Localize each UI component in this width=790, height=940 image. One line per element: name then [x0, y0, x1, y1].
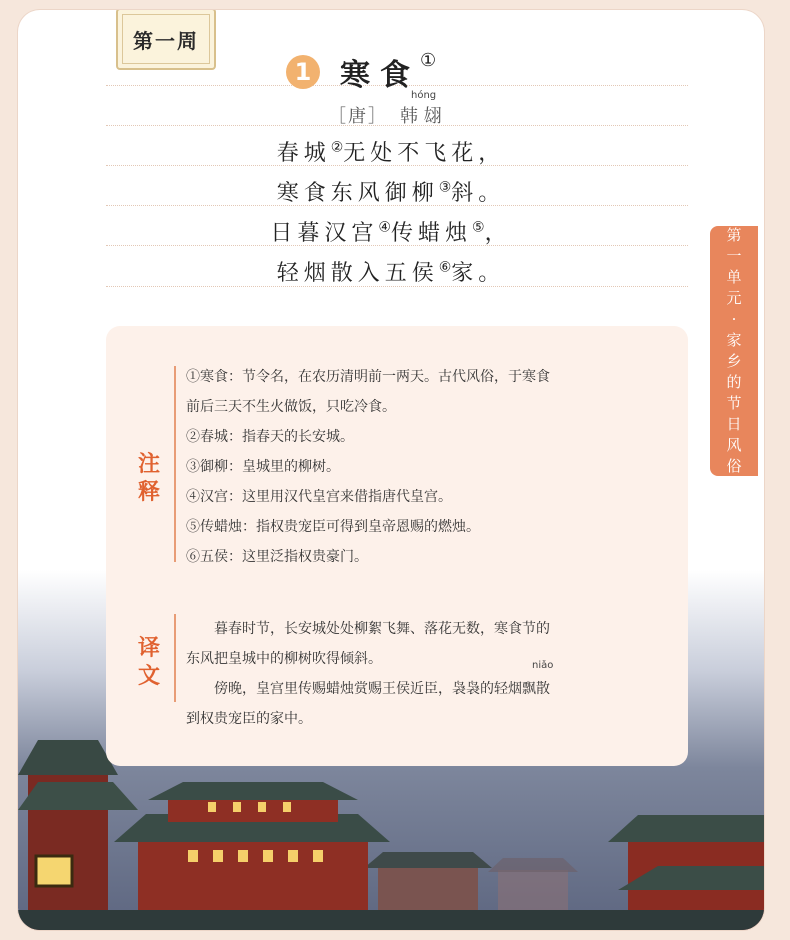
notes-list — [186, 362, 686, 572]
translation-divider — [174, 614, 176, 702]
poem-line: 春城②无处不飞花， — [276, 139, 506, 166]
translation-line: 东风把皇城中的柳树吹得倾斜。 — [186, 651, 382, 667]
title-note-mark: ① — [420, 49, 437, 71]
poem-line: 日暮汉宫④传蜡烛⑤， — [270, 219, 512, 246]
poem-line: 寒食东风御柳③斜。 — [276, 179, 506, 206]
translation-pinyin: niǎo — [532, 660, 554, 671]
note-item: ③御柳：皇城里的柳树。 — [186, 459, 340, 475]
translation-label: 译 文 — [137, 635, 160, 689]
poem-number-badge: 1 — [286, 55, 320, 89]
notes-divider — [174, 366, 176, 562]
poem-dynasty: ［唐］ — [328, 106, 388, 127]
translation-line: 到权贵宠臣的家中。 — [186, 711, 312, 727]
poem-author: 韩 翃 — [400, 106, 442, 127]
translation-line: 傍晚，皇宫里传赐蜡烛赏赐王侯近臣，袅袅的轻烟飘散 — [214, 681, 550, 697]
week-tab: 第一周 — [116, 10, 216, 70]
translation-text — [186, 614, 686, 734]
poem-title: 寒食 — [340, 58, 420, 93]
poem-author-row — [328, 102, 442, 128]
poem-title-row — [286, 50, 436, 94]
author-pinyin: hóng — [411, 90, 437, 101]
note-item: ⑤传蜡烛：指权贵宠臣可得到皇帝恩赐的燃烛。 — [186, 519, 480, 535]
tab-separator: · — [731, 310, 737, 328]
book-page — [18, 10, 764, 930]
poem-line: 轻烟散入五侯⑥家。 — [276, 259, 506, 286]
translation-line: 暮春时节，长安城处处柳絮飞舞、落花无数，寒食节的 — [214, 621, 550, 637]
note-item: 前后三天不生火做饭，只吃冷食。 — [186, 399, 396, 415]
unit-side-tab: 第 一 单 元 · 家 乡 的 节 日 风 俗 — [710, 226, 758, 476]
note-item: ②春城：指春天的长安城。 — [186, 429, 354, 445]
note-item: ①寒食：节令名，在农历清明前一两天。古代风俗，于寒食 — [186, 369, 550, 385]
note-item: ④汉宫：这里用汉代皇宫来借指唐代皇宫。 — [186, 489, 452, 505]
note-item: ⑥五侯：这里泛指权贵豪门。 — [186, 549, 368, 565]
notes-label: 注 释 — [137, 451, 160, 505]
